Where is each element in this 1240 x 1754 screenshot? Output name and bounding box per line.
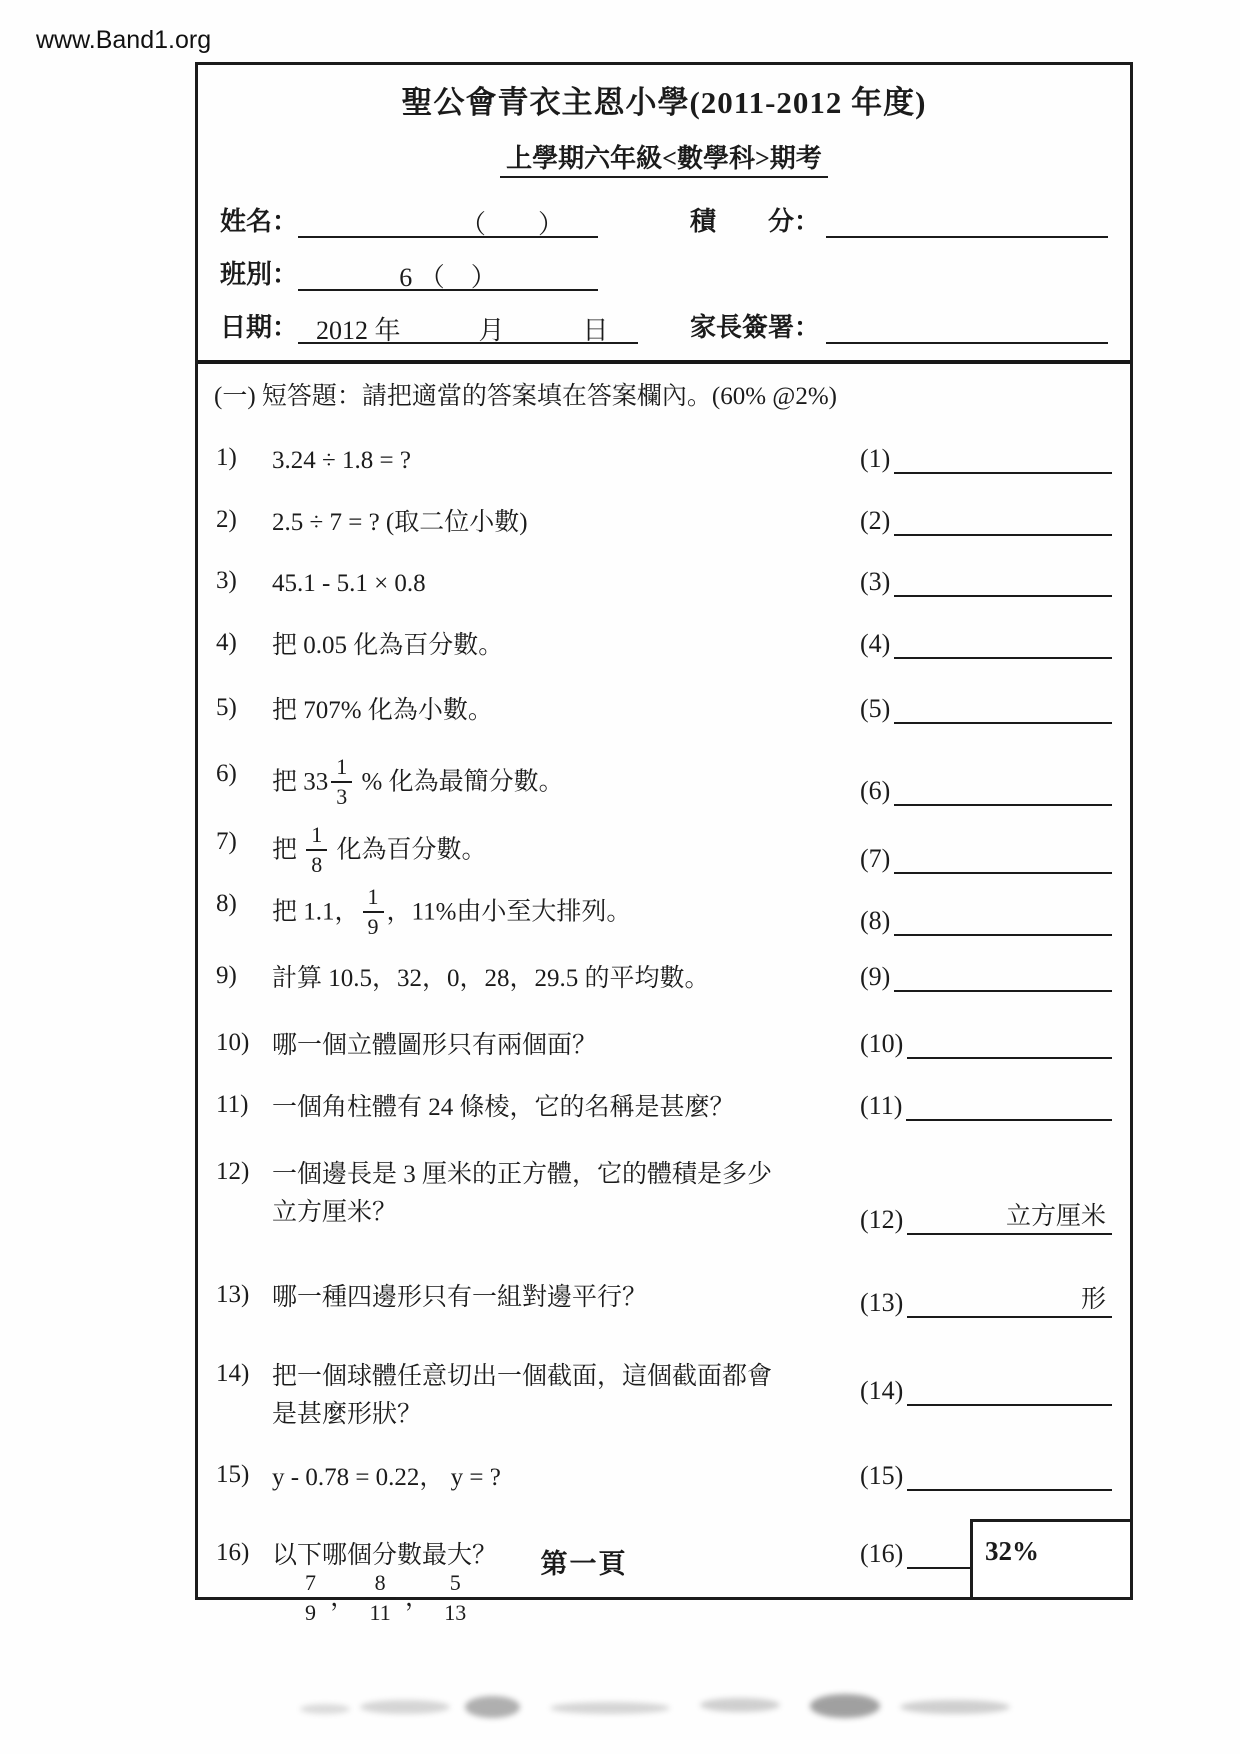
exam-title (198, 138, 1130, 175)
question-text: y - 0.78 = 0.22， y = ? (272, 1464, 501, 1491)
question-text: 把 $\frac{1}{8}$ 化為百分數。 (272, 821, 487, 877)
answer-blank (894, 627, 1112, 659)
answer-label: (2) (860, 505, 891, 535)
question-row (216, 753, 1112, 810)
header-divider (198, 360, 1130, 364)
question-text: 一個角柱體有 24 條棱，它的名稱是甚麼？ (272, 1093, 735, 1121)
answer-blank (894, 960, 1112, 992)
answer-blank (894, 442, 1112, 474)
answer-blank (907, 1374, 1112, 1406)
answer-label: (8) (860, 905, 891, 935)
answer-blank (894, 842, 1112, 874)
answer-cell (860, 442, 1112, 474)
answer-label: (16) (860, 1538, 904, 1568)
question-row (216, 1156, 1112, 1235)
date-blank: 2012 年 月 日 (298, 310, 638, 344)
page-number: 第一頁 (540, 1549, 628, 1579)
class-row (220, 254, 1108, 291)
answer-cell (860, 842, 1112, 874)
exam-paper-border (195, 62, 1133, 1625)
fraction: $\frac{5}{13}$ (439, 1572, 471, 1624)
question-text: 把 0.05 化為百分數。 (272, 631, 504, 659)
score-blank (826, 204, 1108, 238)
fraction: $\frac{1}{9}$ (363, 886, 384, 938)
question-row (216, 821, 1112, 878)
name-score-row (220, 201, 1108, 238)
section-heading: (一) 短答題：請把適當的答案填在答案欄內。(60% @2%) (214, 383, 837, 410)
answer-cell (860, 565, 1112, 597)
question-text: 45.1 - 5.1 × 0.8 (272, 570, 426, 597)
answer-blank: 立方厘米 (907, 1196, 1112, 1235)
answer-cell (860, 1089, 1112, 1121)
answer-label: (6) (860, 775, 891, 805)
score-percentage: 32% (985, 1536, 1039, 1566)
question-text: 一個邊長是 3 厘米的正方體，它的體積是多少 立方厘米？ (272, 1161, 773, 1226)
name-blank (298, 204, 598, 238)
question-number: 15) (216, 1461, 250, 1488)
name-paren: （ ） (460, 210, 565, 239)
answer-cell (860, 904, 1112, 936)
question-number: 3) (216, 567, 237, 594)
fraction: $\frac{8}{11}$ (365, 1572, 396, 1624)
answer-cell (860, 1279, 1112, 1318)
question-number: 16) (216, 1538, 250, 1566)
answer-cell (860, 1196, 1112, 1235)
answer-label: (13) (860, 1288, 904, 1317)
question-number: 13) (216, 1281, 250, 1308)
question-number: 11) (216, 1090, 249, 1118)
question-number: 10) (216, 1029, 250, 1056)
score-label: 積 分： (690, 207, 821, 236)
question-row (216, 1089, 1112, 1127)
answer-label: (11) (860, 1090, 903, 1120)
question-text: 把 33 $\frac{1}{3}$ % 化為最簡分數。 (272, 753, 564, 809)
question-row (216, 960, 1112, 998)
answer-label: (12) (860, 1205, 904, 1234)
class-blank: 6 （ ） (298, 257, 598, 291)
answer-cell (860, 960, 1112, 992)
answer-blank: 形 (907, 1279, 1112, 1318)
question-number: 5) (216, 694, 237, 721)
question-text: 2.5 ÷ 7 = ? (取二位小數) (272, 508, 528, 536)
answer-blank (894, 504, 1112, 536)
question-text: 哪一種四邊形只有一組對邊平行？ (272, 1284, 648, 1311)
question-row (216, 1459, 1112, 1497)
question-text: 計算 10.5，32，0，28，29.5 的平均數。 (272, 964, 710, 992)
exam-title-text: 上學期六年級<數學科>期考 (500, 144, 828, 178)
answer-cell (860, 627, 1112, 659)
fraction: $\frac{1}{8}$ (306, 824, 327, 876)
answer-label: (15) (860, 1461, 904, 1490)
question-text: 把 707% 化為小數。 (272, 697, 493, 724)
question-number: 2) (216, 505, 237, 533)
question-text: 把一個球體任意切出一個截面，這個截面都會 是甚麼形狀？ (272, 1363, 773, 1428)
site-watermark: www.Band1.org (36, 26, 212, 54)
question-row (216, 1358, 1112, 1433)
question-row (216, 627, 1112, 665)
question-list (198, 412, 1130, 1626)
date-sign-row (220, 307, 1108, 344)
question-number: 9) (216, 961, 237, 989)
answer-cell (860, 504, 1112, 536)
fraction: $\frac{1}{3}$ (331, 756, 352, 808)
question-row (216, 692, 1112, 730)
answer-label: (3) (860, 567, 891, 596)
parent-sign-blank (826, 310, 1108, 344)
header-fields (198, 201, 1130, 344)
answer-blank (894, 904, 1112, 936)
question-row (216, 504, 1112, 542)
question-row (216, 442, 1112, 480)
answer-label: (1) (860, 444, 891, 473)
answer-blank (894, 774, 1112, 806)
question-text: 以下哪個分數最大？ $\frac{7}{9}$ ， $\frac{8}{11}$ ， $\frac{5}{13}$ (272, 1541, 498, 1625)
answer-cell (860, 774, 1112, 806)
question-number: 14) (216, 1360, 250, 1387)
question-number: 1) (216, 444, 237, 471)
question-number: 7) (216, 827, 237, 855)
question-row (216, 883, 1112, 940)
answer-label: (4) (860, 628, 891, 658)
answer-label: (9) (860, 961, 891, 991)
date-label: 日期： (220, 313, 299, 342)
parent-sign-label: 家長簽署： (690, 313, 821, 342)
answer-blank (894, 692, 1112, 724)
answer-blank (907, 1027, 1112, 1059)
score-percentage-box (970, 1519, 1130, 1597)
answer-blank (894, 565, 1112, 597)
answer-cell (860, 1027, 1112, 1059)
answer-cell (860, 1459, 1112, 1491)
question-number: 6) (216, 759, 237, 787)
question-text: 把 1.1， $\frac{1}{9}$ ，11%由小至大排列。 (272, 883, 632, 939)
answer-cell (860, 692, 1112, 724)
question-row (216, 1279, 1112, 1318)
answer-blank (907, 1459, 1112, 1491)
class-label: 班別： (220, 260, 299, 289)
answer-label: (14) (860, 1376, 904, 1405)
school-title: 聖公會青衣主恩小學(2011-2012 年度) (401, 85, 927, 120)
question-number: 12) (216, 1158, 250, 1185)
question-number: 8) (216, 889, 237, 917)
question-row (216, 565, 1112, 603)
fraction: $\frac{7}{9}$ (300, 1572, 321, 1624)
answer-blank (906, 1089, 1112, 1121)
question-text: 哪一個立體圖形只有兩個面？ (272, 1032, 598, 1059)
answer-label: (10) (860, 1029, 904, 1058)
answer-cell (860, 1374, 1112, 1406)
answer-label: (7) (860, 843, 891, 873)
question-text: 3.24 ÷ 1.8 = ? (272, 447, 411, 474)
question-number: 4) (216, 628, 237, 656)
question-row (216, 1027, 1112, 1065)
name-label: 姓名： (220, 207, 299, 236)
answer-label: (5) (860, 694, 891, 723)
scan-smudge-artifacts (300, 1688, 1060, 1728)
